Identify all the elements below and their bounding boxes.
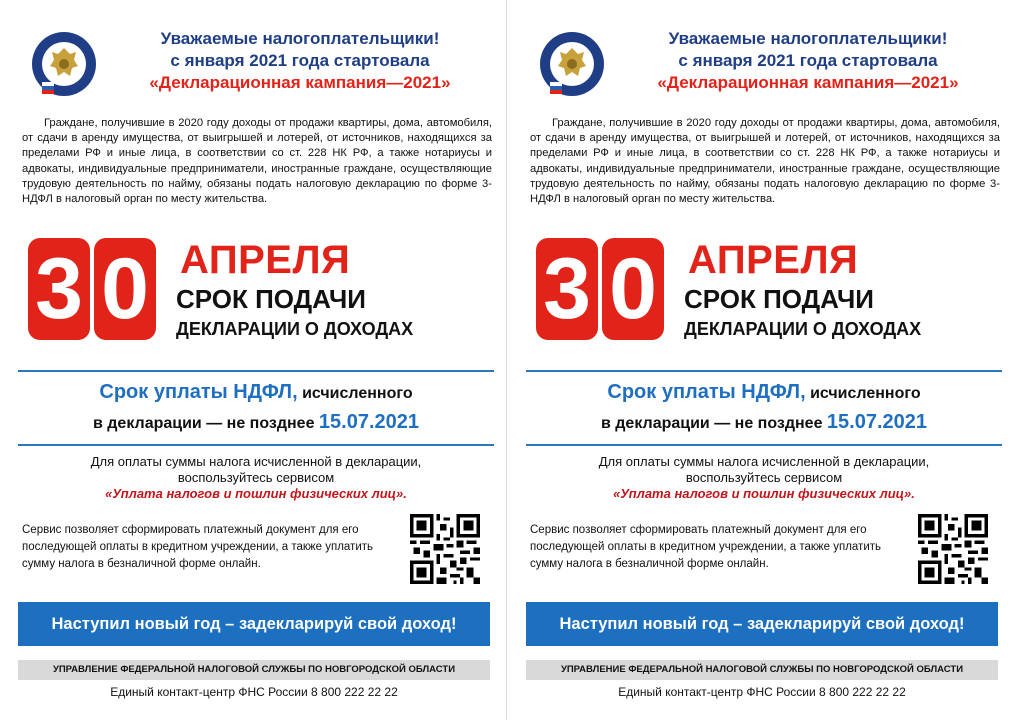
payment-text-1: исчисленного [297, 385, 413, 402]
payment-label: Срок уплаты НДФЛ, [607, 381, 806, 403]
qr-code-icon[interactable] [410, 514, 480, 584]
deadline-line-1: СРОК ПОДАЧИ [176, 284, 366, 314]
deadline-digit-2: 0 [94, 238, 156, 340]
heading-line-1: Уважаемые налогоплательщики! [668, 29, 948, 48]
payment-date: 15.07.2021 [826, 411, 928, 433]
service-line-2: воспользуйтесь сервисом [177, 470, 335, 485]
service-info [18, 454, 494, 502]
heading-line-2: с января 2021 года стартовала [170, 51, 430, 70]
service-line-1: Для оплаты суммы налога исчисленной в декларации, [598, 454, 930, 469]
deadline-line-2: ДЕКЛАРАЦИИ О ДОХОДАХ [176, 319, 414, 339]
divider-rule-bottom [526, 444, 1002, 446]
service-info [526, 454, 1002, 502]
service-name: «Уплата налогов и пошлин физических лиц». [613, 486, 915, 501]
deadline-digit-1: 3 [536, 238, 598, 340]
fns-emblem-icon [30, 30, 98, 106]
heading-line-2: с января 2021 года стартовала [678, 51, 938, 70]
deadline-day [536, 238, 666, 340]
flyer-heading [612, 28, 1004, 94]
heading-line-1: Уважаемые налогоплательщики! [160, 29, 440, 48]
payment-date: 15.07.2021 [318, 411, 420, 433]
office-name-bar: УПРАВЛЕНИЕ ФЕДЕРАЛЬНОЙ НАЛОГОВОЙ СЛУЖБЫ ПО НОВГОРОДСКОЙ ОБЛАСТИ [18, 660, 490, 680]
contact-center: Единый контакт-центр ФНС России 8 800 222 22 22 [618, 685, 906, 699]
divider-rule-top [526, 370, 1002, 372]
deadline-month: АПРЕЛЯ [688, 238, 859, 282]
service-name: «Уплата налогов и пошлин физических лиц». [105, 486, 407, 501]
new-year-banner: Наступил новый год – задекларируй свой доход! [526, 602, 998, 646]
page-divider [506, 0, 507, 720]
payment-text-2: в декларации — не позднее [92, 415, 319, 432]
payment-text-1: исчисленного [805, 385, 921, 402]
service-description: Сервис позволяет сформировать платежный документ для его последующей оплаты в кредитном учреждении, а также уплатить сумму налога в безналичной форме онлайн. [530, 524, 881, 570]
qr-code-icon[interactable] [918, 514, 988, 584]
heading-campaign-title: «Декларационная кампания—2021» [149, 73, 451, 92]
payment-label: Срок уплаты НДФЛ, [99, 381, 298, 403]
deadline-line-2: ДЕКЛАРАЦИИ О ДОХОДАХ [684, 319, 922, 339]
payment-deadline [526, 378, 1002, 438]
flyer-heading [104, 28, 496, 94]
service-description: Сервис позволяет сформировать платежный документ для его последующей оплаты в кредитном учреждении, а также уплатить сумму налога в безналичной форме онлайн. [22, 524, 373, 570]
divider-rule-top [18, 370, 494, 372]
deadline-day [28, 238, 158, 340]
payment-text-2: в декларации — не позднее [600, 415, 827, 432]
intro-paragraph: Граждане, получившие в 2020 году доходы от продажи квартиры, дома, автомобиля, от сдачи в аренду имущества, от выигрышей и лотерей, от источников, находящихся за пределами РФ и иные лица, в соответствии со ст. 228 НК РФ, а также нотариусы и адвокаты, индивидуальные предприниматели, иностранные граждане, осуществляющие трудовую деятельность по найму, обязаны подать налоговую декларацию по форме 3-НДФЛ в налоговый орган по месту жительства. [22, 117, 492, 206]
flyer-page-right [508, 0, 1014, 720]
deadline-digit-1: 3 [28, 238, 90, 340]
fns-emblem-icon [538, 30, 606, 106]
deadline-month: АПРЕЛЯ [180, 238, 351, 282]
payment-deadline [18, 378, 494, 438]
contact-center: Единый контакт-центр ФНС России 8 800 222 22 22 [110, 685, 398, 699]
service-line-2: воспользуйтесь сервисом [685, 470, 843, 485]
intro-paragraph: Граждане, получившие в 2020 году доходы от продажи квартиры, дома, автомобиля, от сдачи в аренду имущества, от выигрышей и лотерей, от источников, находящихся за пределами РФ и иные лица, в соответствии со ст. 228 НК РФ, а также нотариусы и адвокаты, индивидуальные предприниматели, иностранные граждане, осуществляющие трудовую деятельность по найму, обязаны подать налоговую декларацию по форме 3-НДФЛ в налоговый орган по месту жительства. [530, 117, 1000, 206]
heading-campaign-title: «Декларационная кампания—2021» [657, 73, 959, 92]
office-name-bar: УПРАВЛЕНИЕ ФЕДЕРАЛЬНОЙ НАЛОГОВОЙ СЛУЖБЫ ПО НОВГОРОДСКОЙ ОБЛАСТИ [526, 660, 998, 680]
service-line-1: Для оплаты суммы налога исчисленной в декларации, [90, 454, 422, 469]
flyer-page-left [0, 0, 506, 720]
deadline-line-1: СРОК ПОДАЧИ [684, 284, 874, 314]
deadline-digit-2: 0 [602, 238, 664, 340]
divider-rule-bottom [18, 444, 494, 446]
new-year-banner: Наступил новый год – задекларируй свой доход! [18, 602, 490, 646]
